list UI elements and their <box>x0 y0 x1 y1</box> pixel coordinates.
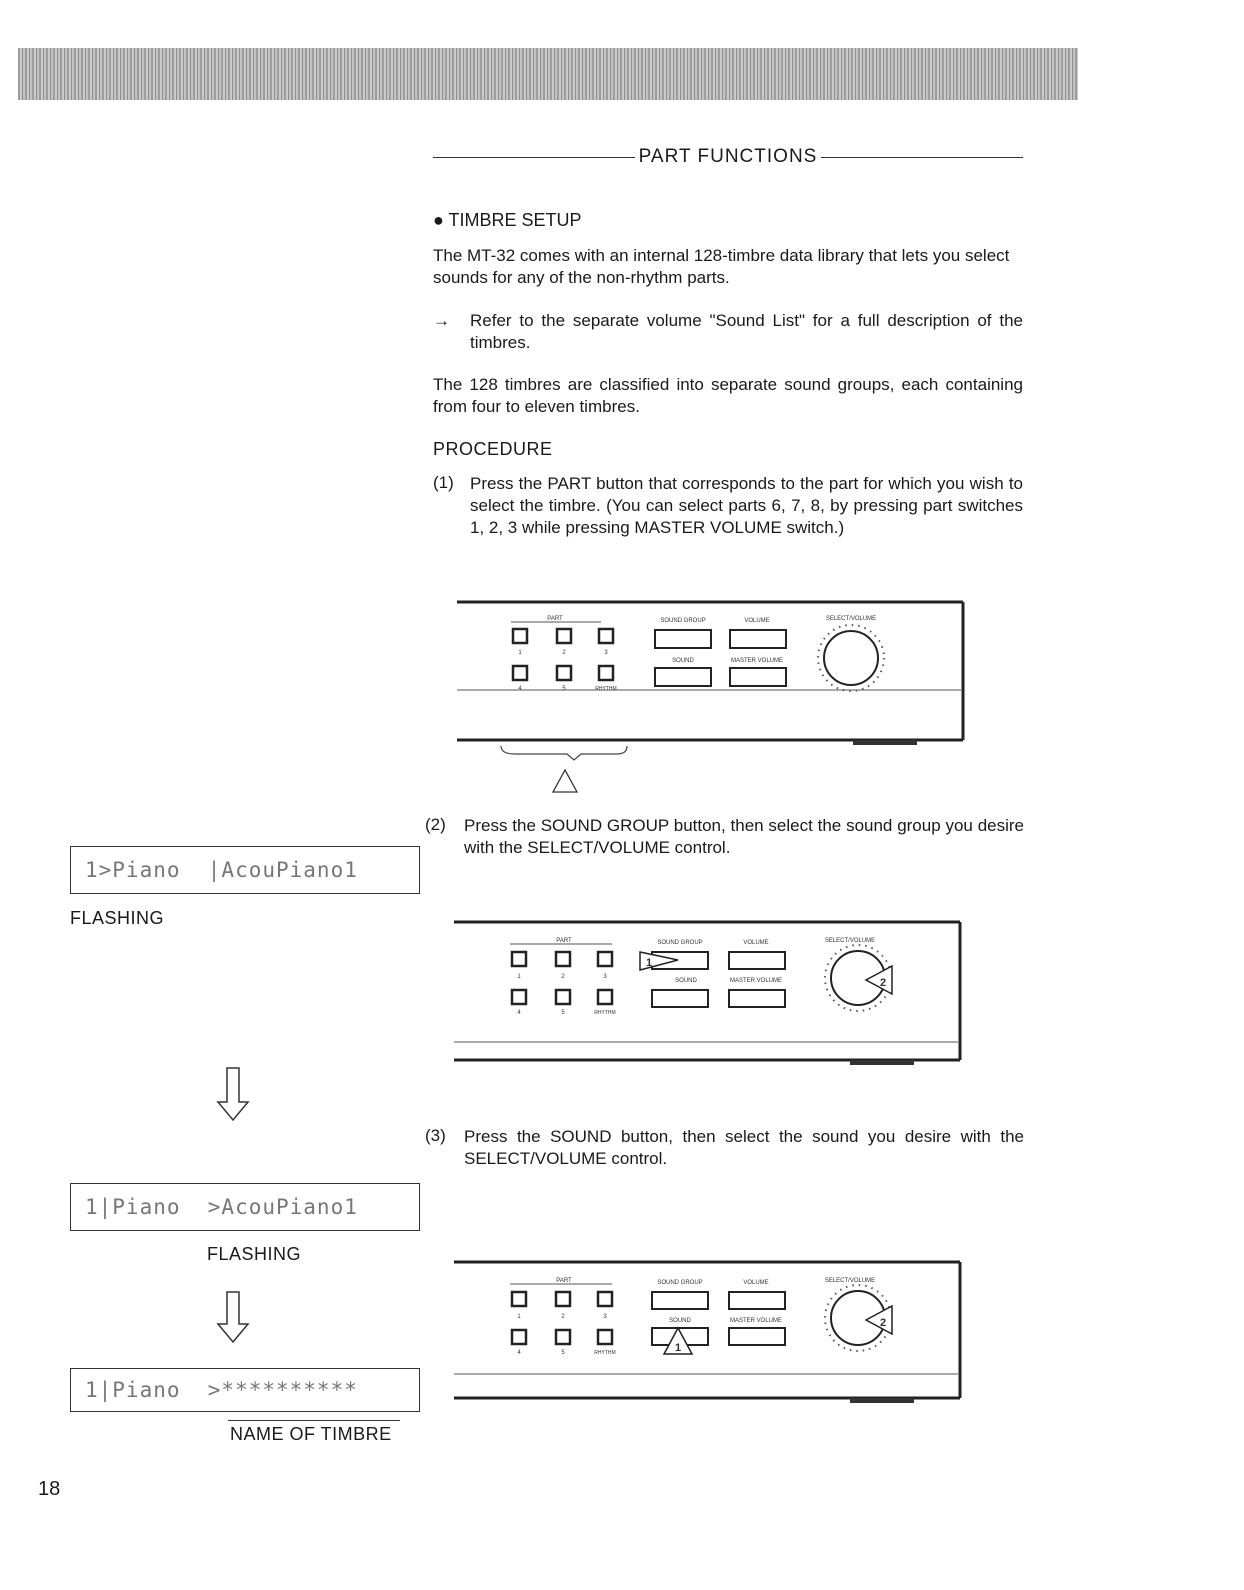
lcd-display-3: 1|Piano >********** <box>70 1368 420 1412</box>
panel-label: VOLUME <box>743 940 769 946</box>
panel-label: 3 <box>603 974 607 980</box>
panel-label: RHYTHM <box>594 1010 616 1016</box>
control-panel-diagram-2 <box>452 918 964 1070</box>
panel-label: SOUND GROUP <box>657 1280 703 1286</box>
panel-label: PART <box>556 1278 572 1284</box>
panel-label: PART <box>556 938 572 944</box>
panel-label: 2 <box>561 1314 565 1320</box>
section-title: PART FUNCTIONS <box>638 146 818 167</box>
panel-label: 3 <box>604 650 608 656</box>
panel-label: RHYTHM <box>594 1350 616 1356</box>
panel-label: SELECT/VOLUME <box>824 1278 876 1284</box>
page-number: 18 <box>38 1478 61 1500</box>
panel-label: SOUND <box>675 978 697 984</box>
panel-label: MASTER VOLUME <box>729 978 783 984</box>
marker-1: 1 <box>646 957 653 969</box>
panel-label: 5 <box>561 1010 565 1016</box>
title-rule-left <box>433 157 635 158</box>
down-arrow-icon <box>215 1066 251 1124</box>
display-2-caption: FLASHING <box>207 1244 302 1264</box>
panel-label: RHYTHM <box>595 686 617 692</box>
display-1-caption: FLASHING <box>70 908 165 928</box>
section-title-bar <box>433 146 1023 168</box>
panel-label: MASTER VOLUME <box>730 658 784 664</box>
panel-label: VOLUME <box>743 1280 769 1286</box>
down-arrow-icon <box>215 1290 251 1346</box>
control-panel-diagram-3 <box>452 1258 964 1410</box>
marker-2: 2 <box>880 1317 887 1329</box>
panel-label: SOUND GROUP <box>660 618 706 624</box>
procedure-heading: PROCEDURE <box>433 439 553 459</box>
panel-label: MASTER VOLUME <box>729 1318 783 1324</box>
marker-2: 2 <box>880 977 887 989</box>
panel-label: 2 <box>561 974 565 980</box>
panel-label: SELECT/VOLUME <box>825 616 877 622</box>
panel-label: 5 <box>562 686 566 692</box>
panel-label: 2 <box>562 650 566 656</box>
part-label: PART <box>547 616 563 622</box>
header-band <box>18 48 1078 100</box>
intro-paragraph: The MT-32 comes with an internal 128-timbre data library that lets you select sounds for any of the non-rhythm parts. <box>433 246 1010 287</box>
marker-1: 1 <box>675 1342 682 1354</box>
refer-arrow-icon: → <box>433 311 450 330</box>
panel-label: 1 <box>518 650 522 656</box>
panel-label: 5 <box>561 1350 565 1356</box>
panel-label: VOLUME <box>744 618 770 624</box>
groups-paragraph: The 128 timbres are classified into separate sound groups, each containing from four to eleven timbres. <box>433 375 1023 416</box>
refer-note: Refer to the separate volume "Sound List" for a full description of the timbres. <box>470 311 1023 352</box>
step-1-number: (1) <box>433 473 454 492</box>
step-3-number: (3) <box>425 1126 446 1145</box>
step-1-text: Press the PART button that corresponds to the part for which you wish to select the timbre. (You can select parts 6, 7, 8, by pressing part switches 1, 2, 3 while pressing MASTER VOLUME switch.) <box>470 474 1023 537</box>
panel-label: SOUND <box>672 658 694 664</box>
panel-label: 4 <box>517 1350 521 1356</box>
panel-label: 3 <box>603 1314 607 1320</box>
step-3-text: Press the SOUND button, then select the sound you desire with the SELECT/VOLUME control. <box>464 1127 1024 1168</box>
display-3-caption: NAME OF TIMBRE <box>230 1424 392 1444</box>
panel-label: 1 <box>517 1314 521 1320</box>
lcd-display-1: 1>Piano |AcouPiano1 <box>70 846 420 894</box>
timbre-setup-heading: ● TIMBRE SETUP <box>433 210 582 230</box>
panel-label: 1 <box>517 974 521 980</box>
caption-rule <box>228 1420 400 1421</box>
step-2-text: Press the SOUND GROUP button, then select the sound group you desire with the SELECT/VOLUME control. <box>464 816 1024 857</box>
lcd-display-2: 1|Piano >AcouPiano1 <box>70 1183 420 1231</box>
panel-label: SOUND <box>669 1318 691 1324</box>
panel-label: 4 <box>518 686 522 692</box>
title-rule-right <box>821 157 1023 158</box>
panel-label: SOUND GROUP <box>657 940 703 946</box>
control-panel-diagram-1 <box>455 598 967 798</box>
step-2-number: (2) <box>425 815 446 834</box>
panel-label: 4 <box>517 1010 521 1016</box>
panel-label: SELECT/VOLUME <box>824 938 876 944</box>
